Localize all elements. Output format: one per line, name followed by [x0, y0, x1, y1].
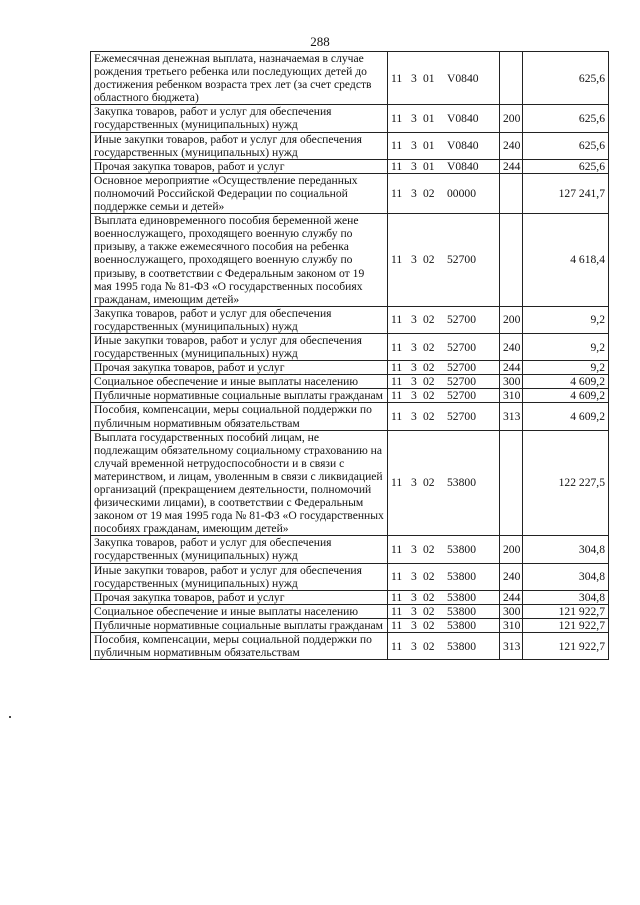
row-classification-code: [388, 403, 500, 430]
table-row: [91, 604, 609, 618]
row-amount: 4 618,4: [523, 214, 609, 307]
program-code: 02: [423, 409, 435, 423]
row-amount: 122 227,5: [523, 430, 609, 536]
target-item-code: V0840: [447, 111, 479, 125]
section-code: 11: [391, 618, 403, 632]
table-row: [91, 430, 609, 536]
row-name: Социальное обеспечение и иные выплаты населению: [91, 375, 388, 389]
row-name: Выплата единовременного пособия беременной жене военнослужащего, проходящего военную службу по призыву, а также ежемесячного пособия на ребенка военнослужащего, проходящего военную службу по призыву, в соответствии с Федеральным законом от 19 мая 1995 года № 81-ФЗ «О государственных пособиях гражданам, имеющим детей»: [91, 214, 388, 307]
section-code: 11: [391, 542, 403, 556]
expense-type-code: [500, 430, 523, 536]
program-code: 02: [423, 361, 435, 375]
target-item-code: 53800: [447, 570, 476, 584]
expense-type-code: 244: [500, 590, 523, 604]
row-amount: 625,6: [523, 105, 609, 132]
program-code: 02: [423, 313, 435, 327]
row-classification-code: [388, 375, 500, 389]
table-row: [91, 618, 609, 632]
subsection-code: 3: [411, 340, 417, 354]
row-classification-code: [388, 633, 500, 660]
row-classification-code: [388, 430, 500, 536]
row-amount: 625,6: [523, 132, 609, 159]
table-row: [91, 173, 609, 213]
row-amount: 4 609,2: [523, 403, 609, 430]
section-code: 11: [391, 389, 403, 403]
table-row: [91, 159, 609, 173]
subsection-code: 3: [411, 253, 417, 267]
row-classification-code: [388, 618, 500, 632]
row-amount: 625,6: [523, 159, 609, 173]
subsection-code: 3: [411, 618, 417, 632]
scan-speck: [9, 716, 11, 718]
program-code: 02: [423, 618, 435, 632]
row-classification-code: [388, 361, 500, 375]
row-classification-code: [388, 563, 500, 590]
expense-type-code: 313: [500, 633, 523, 660]
row-name: Выплата государственных пособий лицам, не подлежащим обязательному социальному страхованию на случай временной нетрудоспособности и в связи с материнством, и лицам, уволенным в связи с ликвидацией организаций (прекращением деятельности, полномочий физическими лицами), в соответствии с Федеральным законом от 19 мая 1995 года № 81-ФЗ «О государственных пособиях гражданам, имеющим детей»: [91, 430, 388, 536]
page-number: 288: [310, 34, 330, 49]
section-code: 11: [391, 476, 403, 490]
row-amount: 121 922,7: [523, 604, 609, 618]
program-code: 02: [423, 639, 435, 653]
table-row: [91, 361, 609, 375]
table-row: [91, 52, 609, 105]
expense-type-code: 310: [500, 389, 523, 403]
table-row: [91, 306, 609, 333]
target-item-code: V0840: [447, 159, 479, 173]
expense-type-code: 300: [500, 604, 523, 618]
target-item-code: 52700: [447, 409, 476, 423]
table-row: [91, 590, 609, 604]
program-code: 02: [423, 375, 435, 389]
target-item-code: 00000: [447, 186, 476, 200]
expense-type-code: 240: [500, 132, 523, 159]
row-amount: 9,2: [523, 361, 609, 375]
section-code: 11: [391, 604, 403, 618]
section-code: 11: [391, 186, 403, 200]
row-name: Социальное обеспечение и иные выплаты населению: [91, 604, 388, 618]
expense-type-code: [500, 214, 523, 307]
section-code: 11: [391, 253, 403, 267]
program-code: 02: [423, 253, 435, 267]
table-row: [91, 403, 609, 430]
row-name: Ежемесячная денежная выплата, назначаемая в случае рождения третьего ребенка или последующих детей до достижения ребенком возраста трех лет (за счет средств областного бюджета): [91, 52, 388, 105]
row-classification-code: [388, 173, 500, 213]
row-name: Иные закупки товаров, работ и услуг для обеспечения государственных (муниципальных) нужд: [91, 132, 388, 159]
program-code: 02: [423, 590, 435, 604]
budget-table: [90, 51, 609, 660]
subsection-code: 3: [411, 639, 417, 653]
program-code: 02: [423, 604, 435, 618]
row-amount: 4 609,2: [523, 389, 609, 403]
subsection-code: 3: [411, 409, 417, 423]
program-code: 01: [423, 71, 435, 85]
row-amount: 304,8: [523, 536, 609, 563]
target-item-code: 53800: [447, 618, 476, 632]
subsection-code: 3: [411, 71, 417, 85]
expense-type-code: 200: [500, 536, 523, 563]
table-row: [91, 375, 609, 389]
target-item-code: 52700: [447, 340, 476, 354]
program-code: 02: [423, 542, 435, 556]
section-code: 11: [391, 361, 403, 375]
section-code: 11: [391, 139, 403, 153]
table-row: [91, 563, 609, 590]
subsection-code: 3: [411, 313, 417, 327]
table-row: [91, 214, 609, 307]
program-code: 02: [423, 340, 435, 354]
row-name: Иные закупки товаров, работ и услуг для обеспечения государственных (муниципальных) нужд: [91, 333, 388, 360]
section-code: 11: [391, 375, 403, 389]
row-amount: 304,8: [523, 590, 609, 604]
program-code: 02: [423, 570, 435, 584]
subsection-code: 3: [411, 375, 417, 389]
section-code: 11: [391, 340, 403, 354]
row-amount: 9,2: [523, 306, 609, 333]
program-code: 01: [423, 159, 435, 173]
row-classification-code: [388, 389, 500, 403]
table-row: [91, 105, 609, 132]
row-amount: 304,8: [523, 563, 609, 590]
row-amount: 9,2: [523, 333, 609, 360]
target-item-code: 53800: [447, 476, 476, 490]
subsection-code: 3: [411, 111, 417, 125]
section-code: 11: [391, 313, 403, 327]
section-code: 11: [391, 639, 403, 653]
section-code: 11: [391, 111, 403, 125]
target-item-code: 52700: [447, 389, 476, 403]
row-name: Прочая закупка товаров, работ и услуг: [91, 590, 388, 604]
subsection-code: 3: [411, 186, 417, 200]
row-amount: 121 922,7: [523, 618, 609, 632]
expense-type-code: 240: [500, 333, 523, 360]
table-row: [91, 132, 609, 159]
subsection-code: 3: [411, 542, 417, 556]
subsection-code: 3: [411, 476, 417, 490]
row-name: Закупка товаров, работ и услуг для обеспечения государственных (муниципальных) нужд: [91, 105, 388, 132]
target-item-code: 52700: [447, 375, 476, 389]
row-classification-code: [388, 52, 500, 105]
row-name: Прочая закупка товаров, работ и услуг: [91, 361, 388, 375]
target-item-code: 53800: [447, 604, 476, 618]
table-row: [91, 389, 609, 403]
program-code: 01: [423, 111, 435, 125]
subsection-code: 3: [411, 570, 417, 584]
row-classification-code: [388, 333, 500, 360]
row-classification-code: [388, 132, 500, 159]
row-name: Публичные нормативные социальные выплаты гражданам: [91, 389, 388, 403]
row-name: Закупка товаров, работ и услуг для обеспечения государственных (муниципальных) нужд: [91, 536, 388, 563]
subsection-code: 3: [411, 361, 417, 375]
row-name: Иные закупки товаров, работ и услуг для обеспечения государственных (муниципальных) нужд: [91, 563, 388, 590]
section-code: 11: [391, 159, 403, 173]
target-item-code: V0840: [447, 71, 479, 85]
row-name: Основное мероприятие «Осуществление переданных полномочий Российской Федерации по социальной поддержке семьи и детей»: [91, 173, 388, 213]
row-name: Пособия, компенсации, меры социальной поддержки по публичным нормативным обязательствам: [91, 403, 388, 430]
row-amount: 121 922,7: [523, 633, 609, 660]
budget-table-body: [91, 52, 609, 660]
row-name: Публичные нормативные социальные выплаты гражданам: [91, 618, 388, 632]
subsection-code: 3: [411, 604, 417, 618]
row-classification-code: [388, 590, 500, 604]
expense-type-code: [500, 173, 523, 213]
program-code: 02: [423, 186, 435, 200]
target-item-code: V0840: [447, 139, 479, 153]
section-code: 11: [391, 590, 403, 604]
subsection-code: 3: [411, 159, 417, 173]
expense-type-code: [500, 52, 523, 105]
subsection-code: 3: [411, 139, 417, 153]
row-name: Прочая закупка товаров, работ и услуг: [91, 159, 388, 173]
target-item-code: 53800: [447, 639, 476, 653]
row-classification-code: [388, 536, 500, 563]
section-code: 11: [391, 570, 403, 584]
row-amount: 127 241,7: [523, 173, 609, 213]
expense-type-code: 313: [500, 403, 523, 430]
expense-type-code: 244: [500, 361, 523, 375]
expense-type-code: 310: [500, 618, 523, 632]
expense-type-code: 240: [500, 563, 523, 590]
program-code: 01: [423, 139, 435, 153]
row-classification-code: [388, 306, 500, 333]
target-item-code: 52700: [447, 361, 476, 375]
expense-type-code: 200: [500, 306, 523, 333]
expense-type-code: 244: [500, 159, 523, 173]
row-classification-code: [388, 214, 500, 307]
row-name: Закупка товаров, работ и услуг для обеспечения государственных (муниципальных) нужд: [91, 306, 388, 333]
expense-type-code: 300: [500, 375, 523, 389]
row-classification-code: [388, 159, 500, 173]
row-amount: 4 609,2: [523, 375, 609, 389]
target-item-code: 52700: [447, 253, 476, 267]
table-row: [91, 536, 609, 563]
table-row: [91, 633, 609, 660]
table-row: [91, 333, 609, 360]
program-code: 02: [423, 476, 435, 490]
section-code: 11: [391, 409, 403, 423]
section-code: 11: [391, 71, 403, 85]
target-item-code: 53800: [447, 542, 476, 556]
subsection-code: 3: [411, 389, 417, 403]
target-item-code: 53800: [447, 590, 476, 604]
program-code: 02: [423, 389, 435, 403]
row-amount: 625,6: [523, 52, 609, 105]
expense-type-code: 200: [500, 105, 523, 132]
row-classification-code: [388, 604, 500, 618]
row-classification-code: [388, 105, 500, 132]
target-item-code: 52700: [447, 313, 476, 327]
subsection-code: 3: [411, 590, 417, 604]
row-name: Пособия, компенсации, меры социальной поддержки по публичным нормативным обязательствам: [91, 633, 388, 660]
